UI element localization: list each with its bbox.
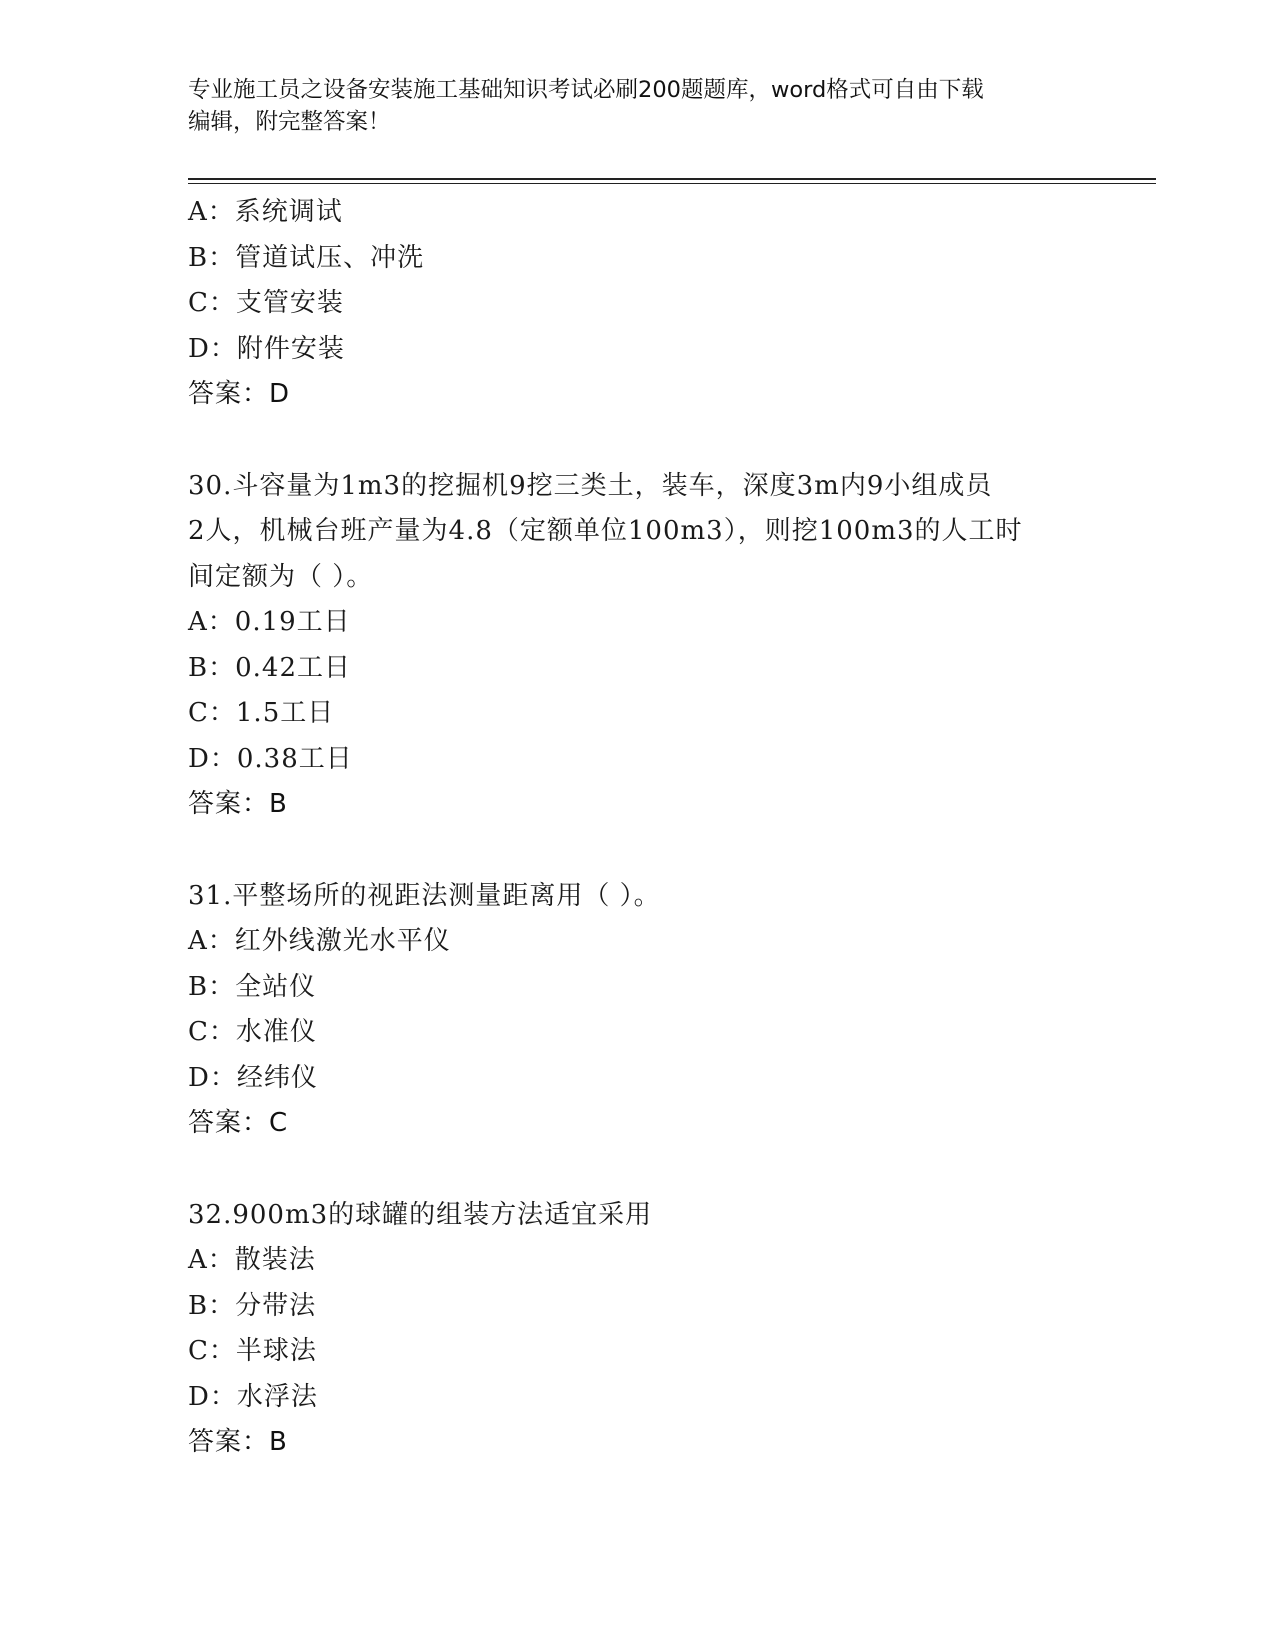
option-b: B：管道试压、冲洗 xyxy=(188,242,425,273)
header-divider-thick xyxy=(188,178,1156,180)
question-block xyxy=(188,1193,1078,1466)
question-block xyxy=(188,874,1078,1147)
answer-line: 答案：B xyxy=(188,1427,288,1457)
question-stem-line: 2人，机械台班产量为4.8（定额单位100m3），则挖100m3的人工时 xyxy=(188,516,1023,546)
spacer xyxy=(188,1147,1078,1193)
question-stem xyxy=(188,874,1078,920)
header-divider-thin xyxy=(188,183,1156,184)
option-c: C：水准仪 xyxy=(188,1017,317,1047)
question-stem-line: 31.平整场所的视距法测量距离用（ ）。 xyxy=(188,880,661,911)
option-b: B：全站仪 xyxy=(188,971,317,1002)
answer-line: 答案：C xyxy=(188,1108,289,1138)
question-stem xyxy=(188,464,1078,601)
option-c: C：1.5工日 xyxy=(188,698,335,728)
option-d: D：经纬仪 xyxy=(188,1062,318,1093)
question-stem-line: 间定额为（ ）。 xyxy=(188,561,374,592)
option-d: D：0.38工日 xyxy=(188,743,353,774)
spacer xyxy=(188,418,1078,464)
answer-line: 答案：B xyxy=(188,789,288,819)
question-stem xyxy=(188,1193,1078,1239)
option-a: A：红外线激光水平仪 xyxy=(188,926,451,956)
option-b: B：分带法 xyxy=(188,1290,317,1321)
option-a: A：0.19工日 xyxy=(188,607,351,637)
option-b: B：0.42工日 xyxy=(188,652,351,683)
header-title-line-1: 专业施工员之设备安装施工基础知识考试必刷200题题库，word格式可自由下载 xyxy=(188,77,984,103)
option-a: A：散装法 xyxy=(188,1245,316,1275)
option-c: C：半球法 xyxy=(188,1336,317,1366)
question-block xyxy=(188,464,1078,828)
spacer xyxy=(188,828,1078,874)
document-header xyxy=(188,74,1068,138)
question-block xyxy=(188,190,1078,418)
option-a: A：系统调试 xyxy=(188,197,343,227)
header-title-line-2: 编辑，附完整答案！ xyxy=(188,109,391,135)
answer-line: 答案：D xyxy=(188,379,291,409)
option-d: D：水浮法 xyxy=(188,1381,318,1412)
question-stem-line: 32.900m3的球罐的组装方法适宜采用 xyxy=(188,1199,653,1230)
question-list xyxy=(188,190,1078,1466)
option-d: D：附件安装 xyxy=(188,333,345,364)
question-stem-line: 30.斗容量为1m3的挖掘机9挖三类土，装车，深度3m内9小组成员 xyxy=(188,470,993,501)
option-c: C：支管安装 xyxy=(188,288,344,318)
